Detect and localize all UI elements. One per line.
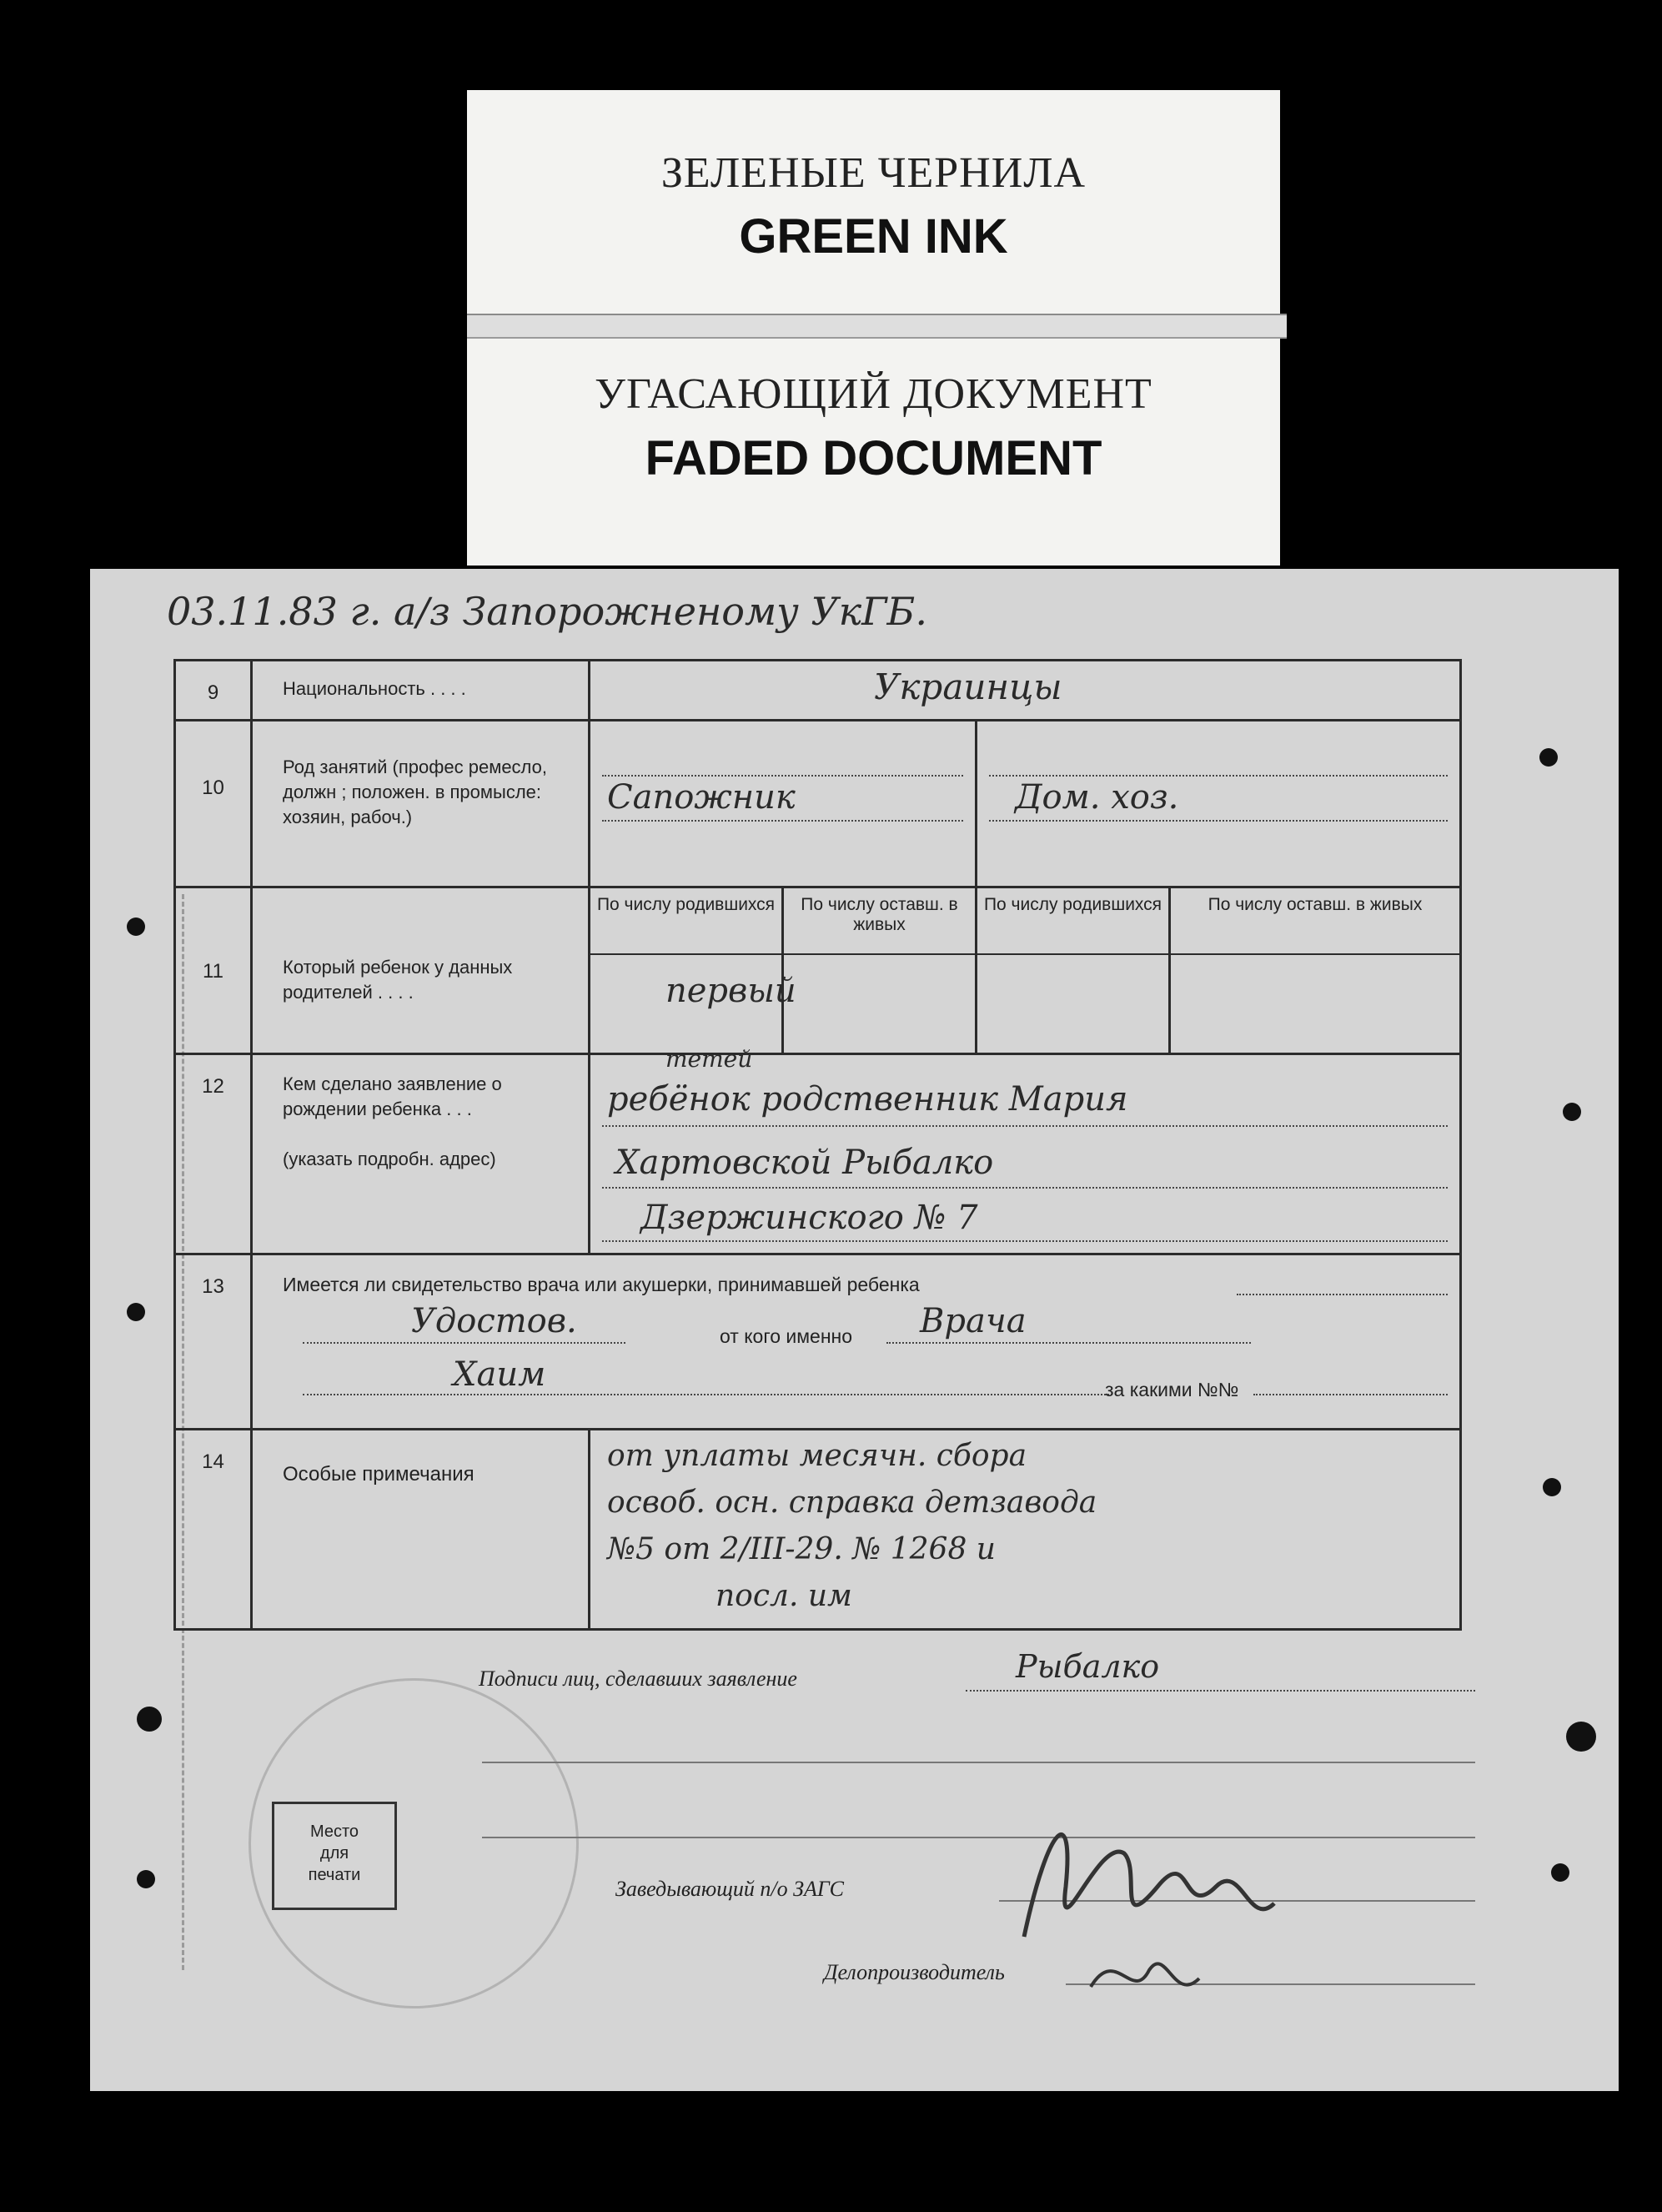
note-line-2: освоб. осн. справка детзавода (607, 1486, 1097, 1520)
row-11-col2 (783, 887, 977, 1054)
row-14-label: Особые примечания (252, 1430, 590, 1630)
doctor-name: Хаим (453, 1355, 546, 1394)
applicant-line-2: Хартовской Рыбалко (615, 1144, 994, 1182)
clerk-signature-scribble (1082, 1928, 1216, 2029)
note-line-4: посл. им (716, 1579, 852, 1613)
punch-hole (127, 1303, 145, 1321)
row-11-col1 (590, 887, 796, 1054)
header-born-father: По числу родившихся (596, 895, 776, 914)
record-form-table (173, 659, 1462, 1631)
notice-ru-faded: УГАСАЮЩИЙ ДОКУМЕНТ (595, 370, 1152, 418)
applicants-signature-label: Подписи лиц, сделавших заявление (479, 1667, 797, 1691)
row-12-label: Кем сделано заявление о рождении ребенка . . . (283, 1073, 502, 1119)
row-10-mother-cell (977, 721, 1461, 887)
row-13-number: 13 (175, 1254, 252, 1430)
row-10-label: Род занятий (профес ремесло, должн ; положен. в промысле: хозяин, рабоч.) (252, 721, 590, 887)
notice-ru-green-ink: ЗЕЛЕНЫЕ ЧЕРНИЛА (660, 149, 1087, 197)
header-alive-father: По числу оставш. в живых (801, 895, 958, 934)
row-14-number: 14 (175, 1430, 252, 1630)
ink-notice-card (467, 90, 1280, 566)
row-9-number: 9 (175, 661, 252, 721)
row-11-label: Который ребенок у данных родителей . . . . (252, 887, 590, 1054)
punch-hole (137, 1870, 155, 1888)
punch-hole (1539, 748, 1558, 767)
row-9-label: Национальность . . . . (252, 661, 590, 721)
registry-head-label: Заведывающий п/о ЗАГС (615, 1877, 844, 1901)
clerk-label: Делопроизводитель (824, 1960, 1005, 1984)
row-10-number: 10 (175, 721, 252, 887)
row-12-label-cell (252, 1054, 590, 1254)
header-note: 03.11.83 г. а/з Запорожненому УкГБ. (167, 589, 927, 634)
row-12-number: 12 (175, 1054, 252, 1254)
father-occupation: Сапожник (607, 778, 796, 817)
certificate-value: Удостов. (411, 1302, 577, 1340)
notice-en-faded: FADED DOCUMENT (645, 431, 1102, 485)
applicant-line-1: ребёнок родственник Мария (607, 1080, 1128, 1119)
punch-hole (127, 917, 145, 936)
punch-hole (1551, 1863, 1569, 1882)
punch-hole (1566, 1722, 1596, 1752)
punch-hole (1543, 1478, 1561, 1496)
row-12-value-cell (590, 1045, 1461, 1254)
note-line-1: от уплаты месячн. сбора (607, 1439, 1027, 1473)
mother-occupation: Дом. хоз. (1015, 778, 1179, 817)
stamp-place-line-2: для (319, 1844, 349, 1863)
nationality-value: Украинцы (874, 666, 1062, 707)
applicant-relation: тетей (665, 1045, 753, 1073)
numbers-label: за какими №№ (1105, 1379, 1239, 1400)
row-14-value-cell (590, 1430, 1461, 1630)
child-order-value: первый (665, 972, 796, 1010)
row-13-label: Имеется ли свидетельство врача или акушерки, принимавшей ребенка (283, 1274, 920, 1295)
header-alive-mother: По числу оставш. в живых (1208, 895, 1423, 914)
applicant-signature: Рыбалко (1016, 1648, 1160, 1685)
stamp-place-line-3: печати (308, 1866, 361, 1884)
note-line-3: №5 от 2/III-29. № 1268 и (607, 1532, 996, 1566)
stamp-place-line-1: Место (309, 1822, 359, 1841)
row-9-value-cell (590, 661, 1461, 721)
notice-en-green-ink: GREEN INK (739, 209, 1008, 264)
from-whom-value: Врача (920, 1302, 1027, 1340)
punch-hole (1563, 1103, 1581, 1121)
applicant-line-3: Дзержинского № 7 (640, 1199, 978, 1237)
row-11-col4 (1170, 887, 1461, 1054)
row-12-address-label: (указать подробн. адрес) (283, 1149, 496, 1169)
row-10-father-cell (590, 721, 977, 887)
row-13-cell (252, 1254, 1461, 1430)
header-born-mother: По числу родившихся (983, 895, 1162, 914)
birth-record-page (90, 569, 1619, 2091)
card-fold (467, 314, 1287, 339)
row-11-number: 11 (175, 887, 252, 1054)
from-whom-label: от кого именно (720, 1325, 853, 1347)
punch-hole (137, 1707, 162, 1732)
row-11-col3 (977, 887, 1170, 1054)
stamp-place-box (272, 1802, 397, 1910)
